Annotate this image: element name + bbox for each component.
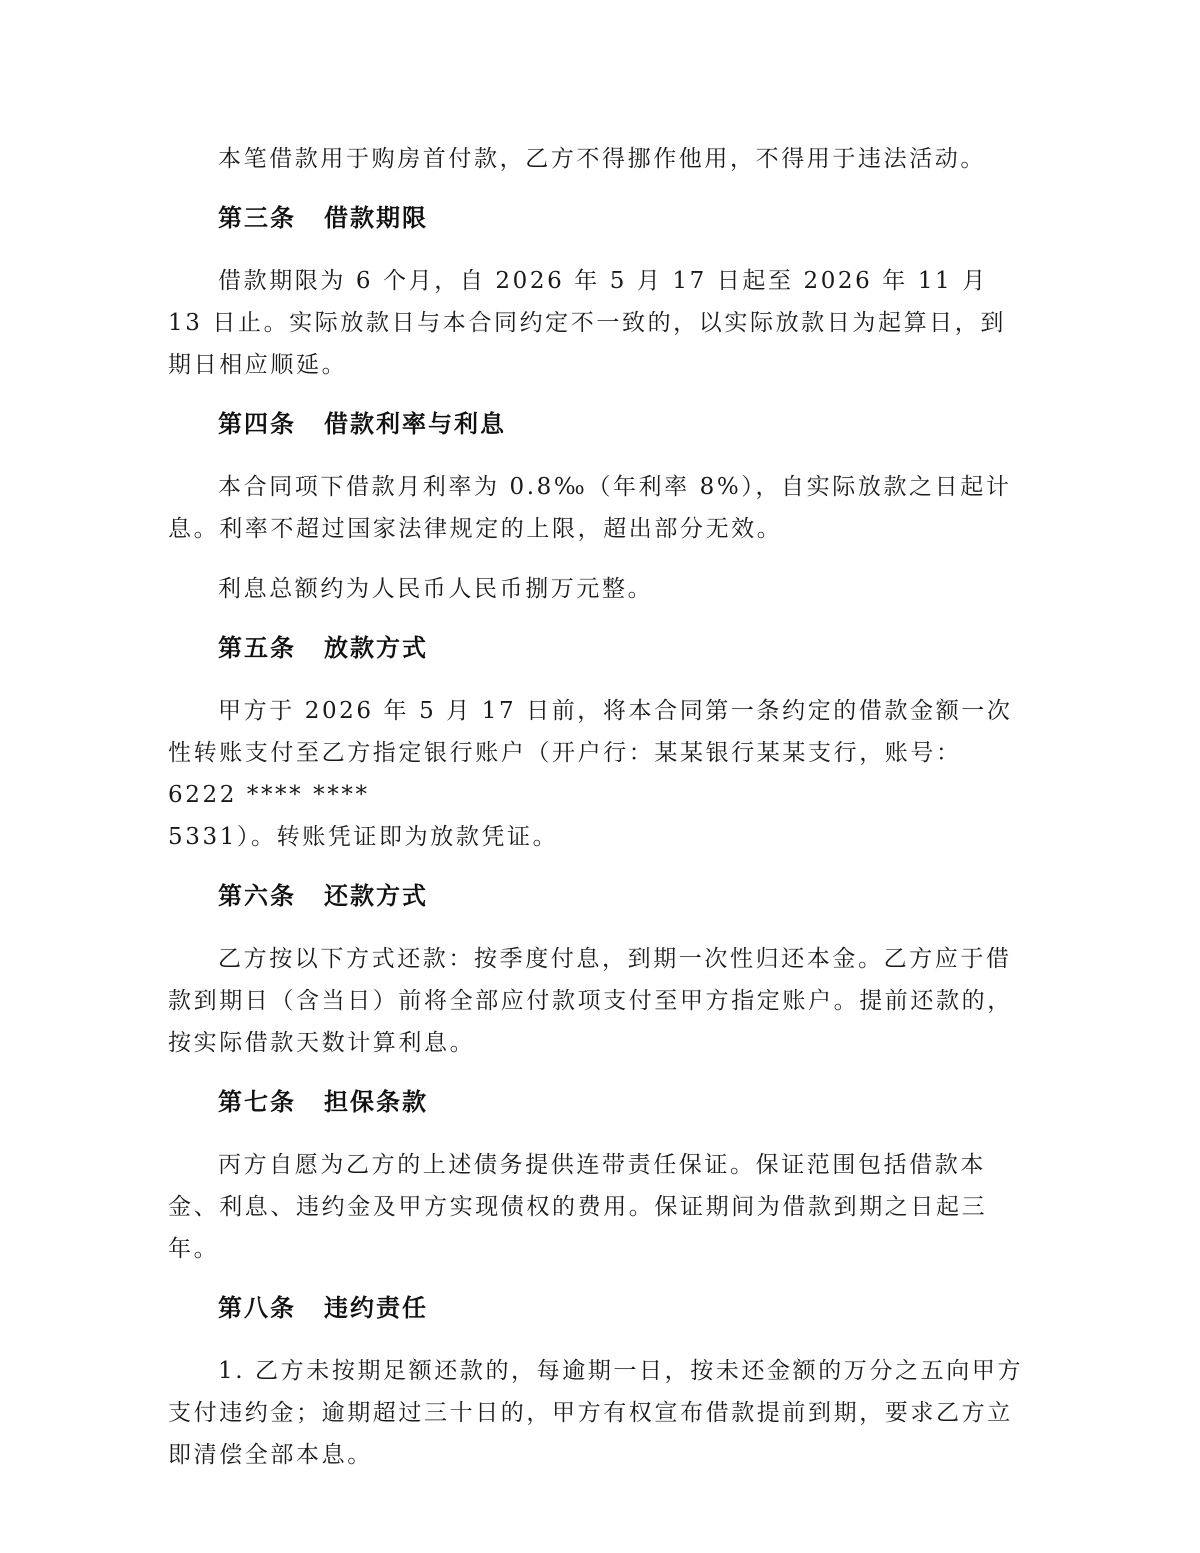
- loan-term-paragraph: 借款期限为 6 个月，自 2026 年 5 月 17 日起至 2026 年 11 月 13 日止。实际放款日与本合同约定不一致的，以实际放款日为起算日，到期日相应顺延。: [168, 268, 1006, 378]
- repayment-paragraph: 乙方按以下方式还款：按季度付息，到期一次性归还本金。乙方应于借款到期日（含当日）前将全部应付款项支付至甲方指定账户。提前还款的，按实际借款天数计算利息。: [168, 946, 1013, 1056]
- section-heading-3: [168, 198, 1028, 238]
- section-title: 违约责任: [324, 1294, 428, 1322]
- section-heading-8: [168, 1288, 1028, 1328]
- section-number: 第七条: [218, 1088, 296, 1116]
- disbursement-paragraph: 甲方于 2026 年 5 月 17 日前，将本合同第一条约定的借款金额一次性转账支付至乙方指定银行账户（开户行：某某银行某某支行，账号：6222 **** **** 5331）。转账凭证即为放款凭证。: [168, 698, 1013, 850]
- breach-clause-1: 1. 乙方未按期足额还款的，每逾期一日，按未还金额的万分之五向甲方支付违约金；逾期超过三十日的，甲方有权宣布借款提前到期，要求乙方立即清偿全部本息。: [168, 1358, 1024, 1468]
- section-title: 担保条款: [324, 1088, 428, 1116]
- section-number: 第四条: [218, 410, 296, 438]
- section-heading-7: [168, 1082, 1028, 1122]
- interest-total-paragraph: 利息总额约为人民币人民币捌万元整。: [218, 576, 654, 602]
- contract-body: [168, 138, 1028, 1494]
- section-heading-5: [168, 628, 1028, 668]
- interest-rate-paragraph: 本合同项下借款月利率为 0.8‰（年利率 8%），自实际放款之日起计息。利率不超过国家法律规定的上限，超出部分无效。: [168, 474, 1012, 542]
- guarantee-paragraph: 丙方自愿为乙方的上述债务提供连带责任保证。保证范围包括借款本金、利息、违约金及甲方实现债权的费用。保证期间为借款到期之日起三年。: [168, 1152, 988, 1262]
- section-heading-4: [168, 404, 1028, 444]
- section-number: 第八条: [218, 1294, 296, 1322]
- purpose-paragraph: 本笔借款用于购房首付款，乙方不得挪作他用，不得用于违法活动。: [218, 146, 986, 172]
- section-number: 第三条: [218, 204, 296, 232]
- section-number: 第六条: [218, 882, 296, 910]
- section-title: 放款方式: [324, 634, 428, 662]
- section-title: 还款方式: [324, 882, 428, 910]
- section-title: 借款利率与利息: [324, 410, 506, 438]
- section-title: 借款期限: [324, 204, 428, 232]
- section-heading-6: [168, 876, 1028, 916]
- section-number: 第五条: [218, 634, 296, 662]
